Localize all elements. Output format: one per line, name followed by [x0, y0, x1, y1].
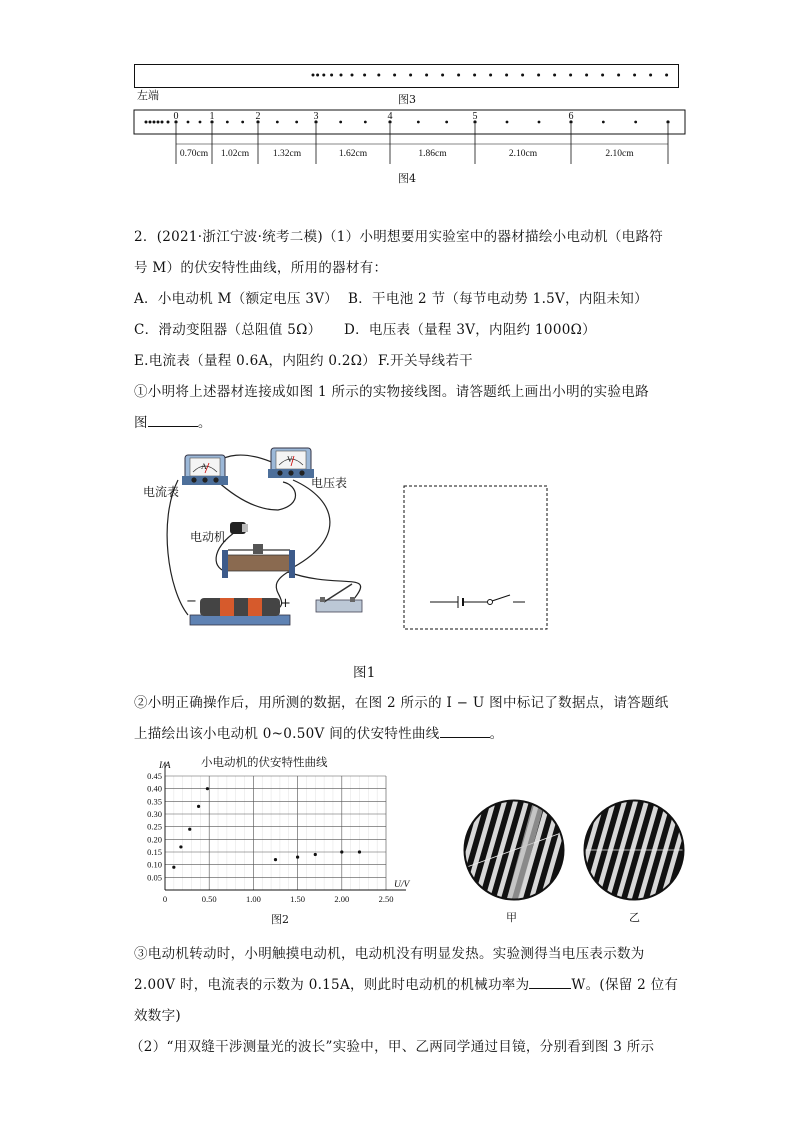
subquestion-3-line-3: 效数字)	[134, 1008, 181, 1024]
tape-dot	[199, 121, 202, 124]
y-tick-label: 0.10	[147, 859, 162, 870]
tape-dot	[330, 74, 333, 77]
data-point	[358, 850, 361, 853]
segment-length-label: 1.86cm	[418, 149, 447, 159]
figure-4	[130, 106, 690, 168]
tape-dot	[473, 74, 476, 77]
x-tick-label: 1.50	[290, 894, 306, 902]
tape-dot	[149, 121, 152, 124]
tape-dot	[537, 74, 540, 77]
tape-dot	[505, 74, 508, 77]
segment-length-label: 1.32cm	[272, 149, 302, 159]
data-point	[179, 845, 182, 848]
tape-dot	[569, 74, 572, 77]
subquestion-2-text-b: 。	[489, 726, 504, 742]
tape-dot	[295, 121, 298, 124]
question-line-1: 2．(2021·浙江宁波·统考二模)（1）小明想要用实验室中的器材描绘小电动机（电路符	[134, 229, 664, 245]
chart-title: 小电动机的伏安特性曲线	[201, 755, 328, 769]
voltmeter-label: 电压表	[311, 476, 348, 490]
tape-dot	[649, 74, 652, 77]
battery-holder	[190, 598, 290, 625]
voltmeter-letter: V	[287, 455, 293, 464]
data-point	[197, 805, 200, 808]
tape-dot	[167, 121, 170, 124]
count-mark-label: 3	[313, 111, 319, 122]
option-f: F.开关导线若干	[378, 353, 473, 369]
x-tick-label: 0	[162, 894, 168, 902]
tape-dot	[364, 121, 367, 124]
tape-dot	[226, 121, 229, 124]
subquestion-2-line-1: ②小明正确操作后，用所测的数据，在图 2 所示的 I − U 图中标记了数据点，请答题纸	[134, 695, 669, 711]
figure-1-apparatus	[138, 440, 398, 636]
tape-dot	[339, 121, 342, 124]
y-tick-label: 0.35	[147, 796, 162, 807]
tape-dot	[316, 74, 319, 77]
y-axis-label: I/A	[159, 761, 171, 771]
tape-dot	[617, 74, 620, 77]
fringe-pattern-yi	[582, 798, 686, 902]
ammeter-letter: A	[201, 462, 207, 471]
tape-dot	[417, 121, 420, 124]
fringe-label-jia: 甲	[506, 911, 517, 924]
tape-dot	[312, 74, 315, 77]
figure-2-caption: 图2	[271, 913, 289, 926]
figure-3	[134, 64, 679, 88]
segment-length-label: 2.10cm	[508, 149, 538, 159]
x-tick-label: 1.00	[245, 894, 261, 902]
tape-dot	[241, 121, 244, 124]
option-b: B．干电池 2 节（每节电动势 1.5V，内阻未知）	[348, 291, 648, 307]
tape-dot	[340, 74, 343, 77]
tape-dot	[445, 121, 448, 124]
battery-switch-symbol	[430, 595, 525, 608]
tape-dot	[601, 74, 604, 77]
subquestion-2-line-2	[134, 722, 503, 742]
option-d: D．电压表（量程 3V，内阻约 1000Ω）	[344, 322, 596, 338]
tape-dot	[538, 121, 541, 124]
subquestion-3-line-2	[134, 973, 678, 993]
tape-dot	[634, 121, 637, 124]
segment-length-label: 2.10cm	[605, 149, 634, 159]
tape-dot	[393, 74, 396, 77]
count-mark-label: 2	[255, 111, 261, 122]
wire	[167, 480, 188, 615]
y-tick-label: 0.20	[147, 834, 162, 845]
tape-dot	[553, 74, 556, 77]
tape-dot	[425, 74, 428, 77]
count-mark-label: 6	[568, 111, 574, 122]
data-point	[172, 866, 175, 869]
tape-dots-fig3	[135, 65, 678, 87]
subquestion-3-text-a: 2.00V 时，电流表的示数为 0.15A，则此时电动机的机械功率为	[134, 977, 530, 993]
count-dot	[666, 120, 669, 123]
motor	[230, 522, 248, 534]
rheostat	[222, 544, 295, 578]
tape-dot	[161, 121, 164, 124]
left-end-label: 左端	[137, 89, 159, 102]
figure-3-caption: 图3	[398, 93, 416, 106]
count-mark-label: 4	[387, 111, 393, 122]
tape-dot	[363, 74, 366, 77]
circuit-answer-box[interactable]	[403, 485, 549, 631]
motor-label: 电动机	[190, 530, 227, 544]
tape-dot	[521, 74, 524, 77]
subquestion-2-text-a: 上描绘出该小电动机 0~0.50V 间的伏安特性曲线	[134, 726, 440, 742]
tape-dot	[351, 74, 354, 77]
segment-length-label: 1.62cm	[338, 149, 368, 159]
tape-dot	[441, 74, 444, 77]
tape-dot	[506, 121, 509, 124]
figure-2-chart	[118, 752, 418, 902]
fringe-label-yi: 乙	[629, 911, 640, 924]
y-tick-label: 0.25	[147, 821, 162, 832]
ammeter-label: 电流表	[143, 485, 180, 499]
option-c: C．滑动变阻器（总阻值 5Ω）	[134, 322, 322, 338]
tape-dot	[276, 121, 279, 124]
answer-blank-3[interactable]	[529, 976, 571, 989]
answer-blank-2[interactable]	[440, 725, 490, 738]
tape-dot	[157, 121, 160, 124]
y-tick-label: 0.05	[147, 872, 162, 883]
data-point	[340, 850, 343, 853]
answer-blank-1[interactable]	[148, 414, 198, 427]
battery-plus-label: +	[280, 596, 291, 611]
question-line-2: 号 M）的伏安特性曲线，所用的器材有：	[134, 260, 388, 276]
y-tick-label: 0.40	[147, 783, 162, 794]
data-point	[206, 787, 209, 790]
tape-dot	[153, 121, 156, 124]
segment-length-label: 0.70cm	[179, 149, 209, 159]
segment-length-label: 1.02cm	[220, 149, 250, 159]
figure-1-caption: 图1	[353, 665, 376, 681]
tape-dot	[489, 74, 492, 77]
data-point	[314, 853, 317, 856]
subquestion-3-line-1: ③电动机转动时，小明触摸电动机，电动机没有明显发热。实验测得当电压表示数为	[134, 946, 645, 962]
subquestion-1-line-1: ①小明将上述器材连接成如图 1 所示的实物接线图。请答题纸上画出小明的实验电路	[134, 384, 649, 400]
option-e: E.电流表（量程 0.6A，内阻约 0.2Ω）	[134, 353, 377, 369]
tape-dot	[602, 121, 605, 124]
tape-dot	[633, 74, 636, 77]
subquestion-1-line-2	[134, 411, 212, 431]
tape-dot	[585, 74, 588, 77]
fringe-pattern-jia	[462, 798, 566, 902]
tape-dot	[457, 74, 460, 77]
x-tick-label: 2.50	[378, 894, 394, 902]
tape-dot	[665, 74, 668, 77]
tape-dot	[187, 121, 190, 124]
y-tick-label: 0.15	[147, 847, 162, 857]
y-tick-label: 0.30	[147, 809, 162, 819]
option-a: A．小电动机 M（额定电压 3V）	[134, 291, 339, 307]
x-tick-label: 0.50	[201, 894, 217, 902]
subquestion-3-text-b: W。(保留 2 位有	[571, 977, 679, 993]
count-mark-label: 1	[209, 111, 215, 122]
subquestion-1-text-a: 图	[134, 415, 148, 431]
data-point	[188, 828, 191, 831]
x-tick-label: 2.00	[334, 894, 350, 902]
y-tick-label: 0.45	[147, 771, 162, 781]
x-axis-label: U/V	[394, 880, 410, 890]
tape-dot	[322, 74, 325, 77]
battery-minus-label: −	[186, 594, 197, 609]
subquestion-1-text-b: 。	[197, 415, 212, 431]
count-mark-label: 0	[173, 111, 179, 122]
question-2-part-2-line-1: （2）“用双缝干涉测量光的波长”实验中，甲、乙两同学通过目镜，分别看到图 3 所示	[130, 1039, 655, 1055]
tape-dot	[145, 121, 148, 124]
figure-4-caption: 图4	[398, 172, 416, 185]
data-point	[274, 858, 277, 861]
count-mark-label: 5	[472, 111, 478, 122]
tape-dot	[409, 74, 412, 77]
data-point	[296, 855, 299, 858]
tape-dot	[377, 74, 380, 77]
